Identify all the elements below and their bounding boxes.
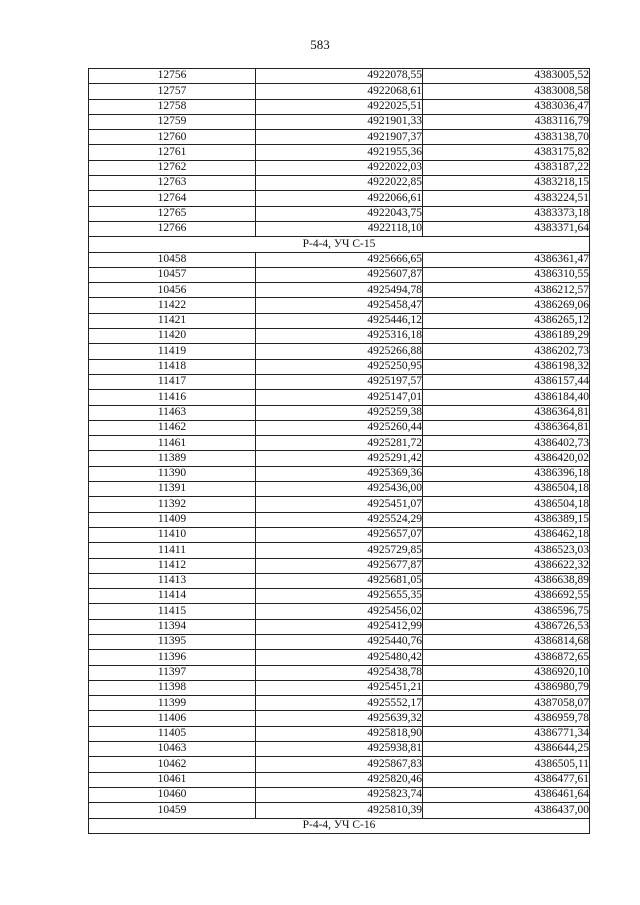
table-row [89, 604, 590, 619]
x-coordinate-cell: 4925681,05 [256, 573, 423, 588]
point-number-cell: 12763 [89, 176, 256, 191]
x-coordinate-cell: 4925524,29 [256, 512, 423, 527]
point-number-cell: 11409 [89, 512, 256, 527]
y-coordinate-cell: 4386461,64 [423, 787, 590, 802]
y-coordinate-cell: 4383005,52 [423, 69, 590, 84]
y-coordinate-cell: 4383224,51 [423, 191, 590, 206]
x-coordinate-cell: 4925197,57 [256, 374, 423, 389]
x-coordinate-cell: 4925250,95 [256, 359, 423, 374]
x-coordinate-cell: 4925291,42 [256, 451, 423, 466]
table-row [89, 99, 590, 114]
table-row [89, 191, 590, 206]
y-coordinate-cell: 4386157,44 [423, 374, 590, 389]
point-number-cell: 11414 [89, 589, 256, 604]
y-coordinate-cell: 4386212,57 [423, 283, 590, 298]
y-coordinate-cell: 4386198,32 [423, 359, 590, 374]
table-row [89, 283, 590, 298]
table-row [89, 711, 590, 726]
x-coordinate-cell: 4925818,90 [256, 726, 423, 741]
point-number-cell: 11398 [89, 680, 256, 695]
y-coordinate-cell: 4386872,65 [423, 650, 590, 665]
point-number-cell: 11415 [89, 604, 256, 619]
y-coordinate-cell: 4386389,15 [423, 512, 590, 527]
y-coordinate-cell: 4386420,02 [423, 451, 590, 466]
y-coordinate-cell: 4386726,53 [423, 619, 590, 634]
y-coordinate-cell: 4383187,22 [423, 160, 590, 175]
point-number-cell: 10456 [89, 283, 256, 298]
point-number-cell: 12756 [89, 69, 256, 84]
table-row [89, 543, 590, 558]
y-coordinate-cell: 4386184,40 [423, 390, 590, 405]
x-coordinate-cell: 4922118,10 [256, 221, 423, 236]
y-coordinate-cell: 4383036,47 [423, 99, 590, 114]
table-row [89, 390, 590, 405]
x-coordinate-cell: 4922022,03 [256, 160, 423, 175]
table-row [89, 634, 590, 649]
x-coordinate-cell: 4925655,35 [256, 589, 423, 604]
point-number-cell: 12765 [89, 206, 256, 221]
table-row [89, 482, 590, 497]
x-coordinate-cell: 4925451,21 [256, 680, 423, 695]
x-coordinate-cell: 4921901,33 [256, 114, 423, 129]
x-coordinate-cell: 4925412,99 [256, 619, 423, 634]
point-number-cell: 10457 [89, 267, 256, 282]
point-number-cell: 11406 [89, 711, 256, 726]
table-row [89, 267, 590, 282]
table-row [89, 84, 590, 99]
point-number-cell: 12760 [89, 130, 256, 145]
point-number-cell: 11420 [89, 329, 256, 344]
point-number-cell: 11389 [89, 451, 256, 466]
page-number: 583 [310, 37, 330, 52]
x-coordinate-cell: 4922025,51 [256, 99, 423, 114]
point-number-cell: 10462 [89, 757, 256, 772]
x-coordinate-cell: 4925436,00 [256, 482, 423, 497]
x-coordinate-cell: 4925823,74 [256, 787, 423, 802]
x-coordinate-cell: 4921955,36 [256, 145, 423, 160]
y-coordinate-cell: 4386771,34 [423, 726, 590, 741]
table-row [89, 696, 590, 711]
table-row [89, 512, 590, 527]
y-coordinate-cell: 4386505,11 [423, 757, 590, 772]
table-row [89, 466, 590, 481]
x-coordinate-cell: 4925458,47 [256, 298, 423, 313]
point-number-cell: 11394 [89, 619, 256, 634]
y-coordinate-cell: 4386361,47 [423, 252, 590, 267]
point-number-cell: 11463 [89, 405, 256, 420]
table-row [89, 329, 590, 344]
x-coordinate-cell: 4922022,85 [256, 176, 423, 191]
x-coordinate-cell: 4925810,39 [256, 803, 423, 818]
table-row [89, 221, 590, 236]
table-row [89, 374, 590, 389]
point-number-cell: 12761 [89, 145, 256, 160]
y-coordinate-cell: 4386638,89 [423, 573, 590, 588]
point-number-cell: 12757 [89, 84, 256, 99]
x-coordinate-cell: 4925260,44 [256, 420, 423, 435]
y-coordinate-cell: 4386189,29 [423, 329, 590, 344]
point-number-cell: 11405 [89, 726, 256, 741]
x-coordinate-cell: 4925259,38 [256, 405, 423, 420]
y-coordinate-cell: 4386402,73 [423, 436, 590, 451]
y-coordinate-cell: 4383373,18 [423, 206, 590, 221]
table-row [89, 558, 590, 573]
y-coordinate-cell: 4386920,10 [423, 665, 590, 680]
point-number-cell: 11397 [89, 665, 256, 680]
x-coordinate-cell: 4925446,12 [256, 313, 423, 328]
table-row [89, 803, 590, 818]
section-label: Р-4-4, УЧ С-15 [89, 237, 590, 252]
table-row [89, 298, 590, 313]
y-coordinate-cell: 4386622,32 [423, 558, 590, 573]
point-number-cell: 11390 [89, 466, 256, 481]
y-coordinate-cell: 4386396,18 [423, 466, 590, 481]
table-row [89, 757, 590, 772]
y-coordinate-cell: 4386364,81 [423, 420, 590, 435]
table-row [89, 680, 590, 695]
y-coordinate-cell: 4386504,18 [423, 482, 590, 497]
table-row [89, 589, 590, 604]
y-coordinate-cell: 4386959,78 [423, 711, 590, 726]
point-number-cell: 10460 [89, 787, 256, 802]
y-coordinate-cell: 4386269,06 [423, 298, 590, 313]
x-coordinate-cell: 4925316,18 [256, 329, 423, 344]
y-coordinate-cell: 4383175,82 [423, 145, 590, 160]
x-coordinate-cell: 4925266,88 [256, 344, 423, 359]
point-number-cell: 11392 [89, 497, 256, 512]
section-header-row [89, 237, 590, 252]
table-row [89, 787, 590, 802]
x-coordinate-cell: 4925438,78 [256, 665, 423, 680]
y-coordinate-cell: 4383218,15 [423, 176, 590, 191]
x-coordinate-cell: 4925281,72 [256, 436, 423, 451]
y-coordinate-cell: 4383116,79 [423, 114, 590, 129]
table-row [89, 344, 590, 359]
table-row [89, 527, 590, 542]
table-row [89, 573, 590, 588]
section-header-row [89, 818, 590, 833]
point-number-cell: 12764 [89, 191, 256, 206]
y-coordinate-cell: 4386504,18 [423, 497, 590, 512]
x-coordinate-cell: 4925657,07 [256, 527, 423, 542]
table-row [89, 160, 590, 175]
point-number-cell: 10458 [89, 252, 256, 267]
point-number-cell: 11417 [89, 374, 256, 389]
point-number-cell: 11412 [89, 558, 256, 573]
y-coordinate-cell: 4386692,55 [423, 589, 590, 604]
table-row [89, 405, 590, 420]
table-row [89, 206, 590, 221]
x-coordinate-cell: 4925451,07 [256, 497, 423, 512]
point-number-cell: 11413 [89, 573, 256, 588]
table-row [89, 742, 590, 757]
x-coordinate-cell: 4925820,46 [256, 772, 423, 787]
y-coordinate-cell: 4386437,00 [423, 803, 590, 818]
y-coordinate-cell: 4386265,12 [423, 313, 590, 328]
point-number-cell: 11410 [89, 527, 256, 542]
y-coordinate-cell: 4383371,64 [423, 221, 590, 236]
point-number-cell: 11419 [89, 344, 256, 359]
x-coordinate-cell: 4922043,75 [256, 206, 423, 221]
point-number-cell: 11422 [89, 298, 256, 313]
y-coordinate-cell: 4386364,81 [423, 405, 590, 420]
y-coordinate-cell: 4386462,18 [423, 527, 590, 542]
point-number-cell: 11391 [89, 482, 256, 497]
table-row [89, 726, 590, 741]
y-coordinate-cell: 4386596,75 [423, 604, 590, 619]
table-row [89, 497, 590, 512]
table-row [89, 436, 590, 451]
point-number-cell: 11396 [89, 650, 256, 665]
point-number-cell: 11416 [89, 390, 256, 405]
point-number-cell: 11418 [89, 359, 256, 374]
point-number-cell: 11421 [89, 313, 256, 328]
y-coordinate-cell: 4387058,07 [423, 696, 590, 711]
point-number-cell: 11411 [89, 543, 256, 558]
y-coordinate-cell: 4386644,25 [423, 742, 590, 757]
table-row [89, 69, 590, 84]
x-coordinate-cell: 4922068,61 [256, 84, 423, 99]
y-coordinate-cell: 4386523,03 [423, 543, 590, 558]
point-number-cell: 12762 [89, 160, 256, 175]
x-coordinate-cell: 4922078,55 [256, 69, 423, 84]
coordinates-table-body [89, 69, 590, 834]
point-number-cell: 11462 [89, 420, 256, 435]
y-coordinate-cell: 4386980,79 [423, 680, 590, 695]
point-number-cell: 12758 [89, 99, 256, 114]
point-number-cell: 11399 [89, 696, 256, 711]
point-number-cell: 10463 [89, 742, 256, 757]
x-coordinate-cell: 4925480,42 [256, 650, 423, 665]
point-number-cell: 12759 [89, 114, 256, 129]
x-coordinate-cell: 4925552,17 [256, 696, 423, 711]
coordinates-table [88, 68, 590, 834]
y-coordinate-cell: 4383138,70 [423, 130, 590, 145]
section-label: Р-4-4, УЧ С-16 [89, 818, 590, 833]
table-row [89, 650, 590, 665]
x-coordinate-cell: 4925607,87 [256, 267, 423, 282]
x-coordinate-cell: 4925456,02 [256, 604, 423, 619]
point-number-cell: 12766 [89, 221, 256, 236]
table-row [89, 359, 590, 374]
x-coordinate-cell: 4925729,85 [256, 543, 423, 558]
x-coordinate-cell: 4925440,76 [256, 634, 423, 649]
x-coordinate-cell: 4925147,01 [256, 390, 423, 405]
x-coordinate-cell: 4925666,65 [256, 252, 423, 267]
y-coordinate-cell: 4383008,58 [423, 84, 590, 99]
table-row [89, 145, 590, 160]
table-row [89, 619, 590, 634]
table-row [89, 114, 590, 129]
y-coordinate-cell: 4386814,68 [423, 634, 590, 649]
y-coordinate-cell: 4386202,73 [423, 344, 590, 359]
table-row [89, 420, 590, 435]
point-number-cell: 10459 [89, 803, 256, 818]
table-row [89, 772, 590, 787]
x-coordinate-cell: 4925369,36 [256, 466, 423, 481]
point-number-cell: 11461 [89, 436, 256, 451]
point-number-cell: 11395 [89, 634, 256, 649]
table-row [89, 313, 590, 328]
table-row [89, 665, 590, 680]
x-coordinate-cell: 4925938,81 [256, 742, 423, 757]
table-row [89, 176, 590, 191]
y-coordinate-cell: 4386477,61 [423, 772, 590, 787]
point-number-cell: 10461 [89, 772, 256, 787]
table-row [89, 451, 590, 466]
x-coordinate-cell: 4921907,37 [256, 130, 423, 145]
y-coordinate-cell: 4386310,55 [423, 267, 590, 282]
x-coordinate-cell: 4925494,78 [256, 283, 423, 298]
x-coordinate-cell: 4922066,61 [256, 191, 423, 206]
table-row [89, 130, 590, 145]
x-coordinate-cell: 4925639,32 [256, 711, 423, 726]
x-coordinate-cell: 4925867,83 [256, 757, 423, 772]
x-coordinate-cell: 4925677,87 [256, 558, 423, 573]
table-row [89, 252, 590, 267]
